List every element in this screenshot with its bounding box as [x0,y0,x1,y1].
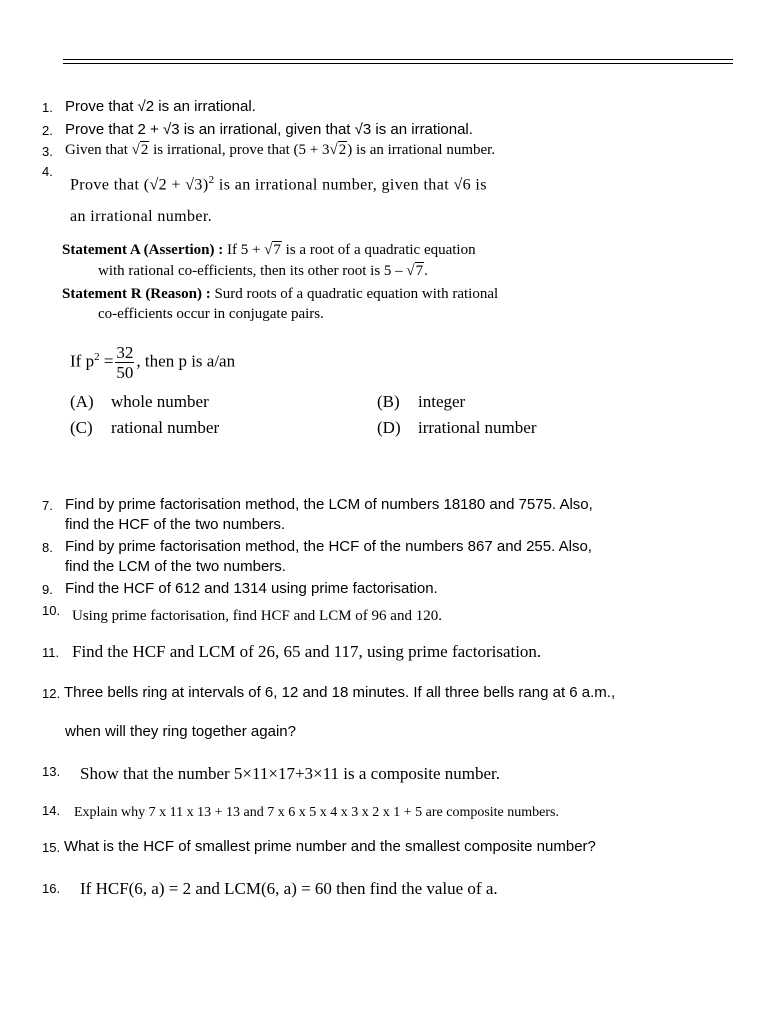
question-3-text: Given that √2 is irrational, prove that (5 + 3√2) is an irrational number. [65,142,496,158]
question-12-line-1: Three bells ring at intervals of 6, 12 and 18 minutes. If all three bells rang at 6 a.m., [64,684,616,701]
question-1-text: Prove that √2 is an irrational. [65,98,256,115]
question-4-number: 4. [42,164,53,179]
fraction: $\frac{32}{50}$ [116,343,134,382]
question-16-text: If HCF(6, a) = 2 and LCM(6, a) = 60 then find the value of a. [80,879,498,898]
option-a-text: whole number [111,392,209,411]
question-10-text: Using prime factorisation, find HCF and LCM of 96 and 120. [72,608,442,624]
question-4-line-2: an irrational number. [70,208,213,225]
question-13-number: 13. [42,764,61,779]
option-a-key: (A) [70,392,94,411]
question-7-number: 7. [42,498,53,513]
question-8-line-1: Find by prime factorisation method, the HCF of the numbers 867 and 255. Also, [65,538,592,555]
statement-r-line-2: co-efficients occur in conjugate pairs. [98,306,324,322]
question-2-number: 2. [42,123,53,138]
question-4-line-1: Prove that $(√2 + √3)^2$ is an irrational number, given that √6 is [70,174,487,194]
question-16-number: 16. [42,881,61,896]
question-9-number: 9. [42,582,53,597]
question-6-stem: If $p^2$ = $\frac{32}{50}$ , then p is a/an [70,343,236,382]
option-d-key: (D) [377,418,401,437]
question-13-text: Show that the number 5×11×17+3×11 is a composite number. [80,764,501,783]
question-1-number: 1. [42,100,53,115]
question-7-line-2: find the HCF of the two numbers. [65,516,286,533]
question-14-number: 14. [42,803,61,818]
question-3-number: 3. [42,144,53,159]
question-12-line-2: when will they ring together again? [65,723,296,740]
question-14-text: Explain why 7 x 11 x 13 + 13 and 7 x 6 x 5 x 4 x 3 x 2 x 1 + 5 are composite numbers. [74,805,559,820]
header-rule-top [63,59,733,60]
option-d-text: irrational number [418,418,537,437]
option-c-text: rational number [111,418,220,437]
statement-a-label: Statement A (Assertion) : [62,242,224,258]
question-9-text: Find the HCF of 612 and 1314 using prime factorisation. [65,580,438,597]
statement-r-label: Statement R (Reason) : [62,286,211,302]
question-15-number: 15. [42,840,61,855]
question-10-number: 10. [42,603,61,618]
question-8-number: 8. [42,540,53,555]
question-15-text: What is the HCF of smallest prime number and the smallest composite number? [64,838,596,855]
question-12-number: 12. [42,686,61,701]
option-b-key: (B) [377,392,400,411]
question-7-line-1: Find by prime factorisation method, the LCM of numbers 18180 and 7575. Also, [65,496,593,513]
option-b-text: integer [418,392,466,411]
question-8-line-2: find the LCM of the two numbers. [65,558,286,575]
statement-a-line-1: Statement A (Assertion) : If 5 + √7 is a root of a quadratic equation [62,242,476,258]
question-2-text: Prove that 2 + √3 is an irrational, given that √3 is an irrational. [65,121,473,138]
option-c-key: (C) [70,418,93,437]
header-rule-bottom [63,63,733,64]
question-11-text: Find the HCF and LCM of 26, 65 and 117, using prime factorisation. [72,642,542,661]
statement-r-line-1: Statement R (Reason) : Surd roots of a quadratic equation with rational [62,286,499,302]
statement-a-line-2: with rational co-efficients, then its other root is 5 – √7. [98,263,428,279]
question-11-number: 11. [42,645,60,660]
